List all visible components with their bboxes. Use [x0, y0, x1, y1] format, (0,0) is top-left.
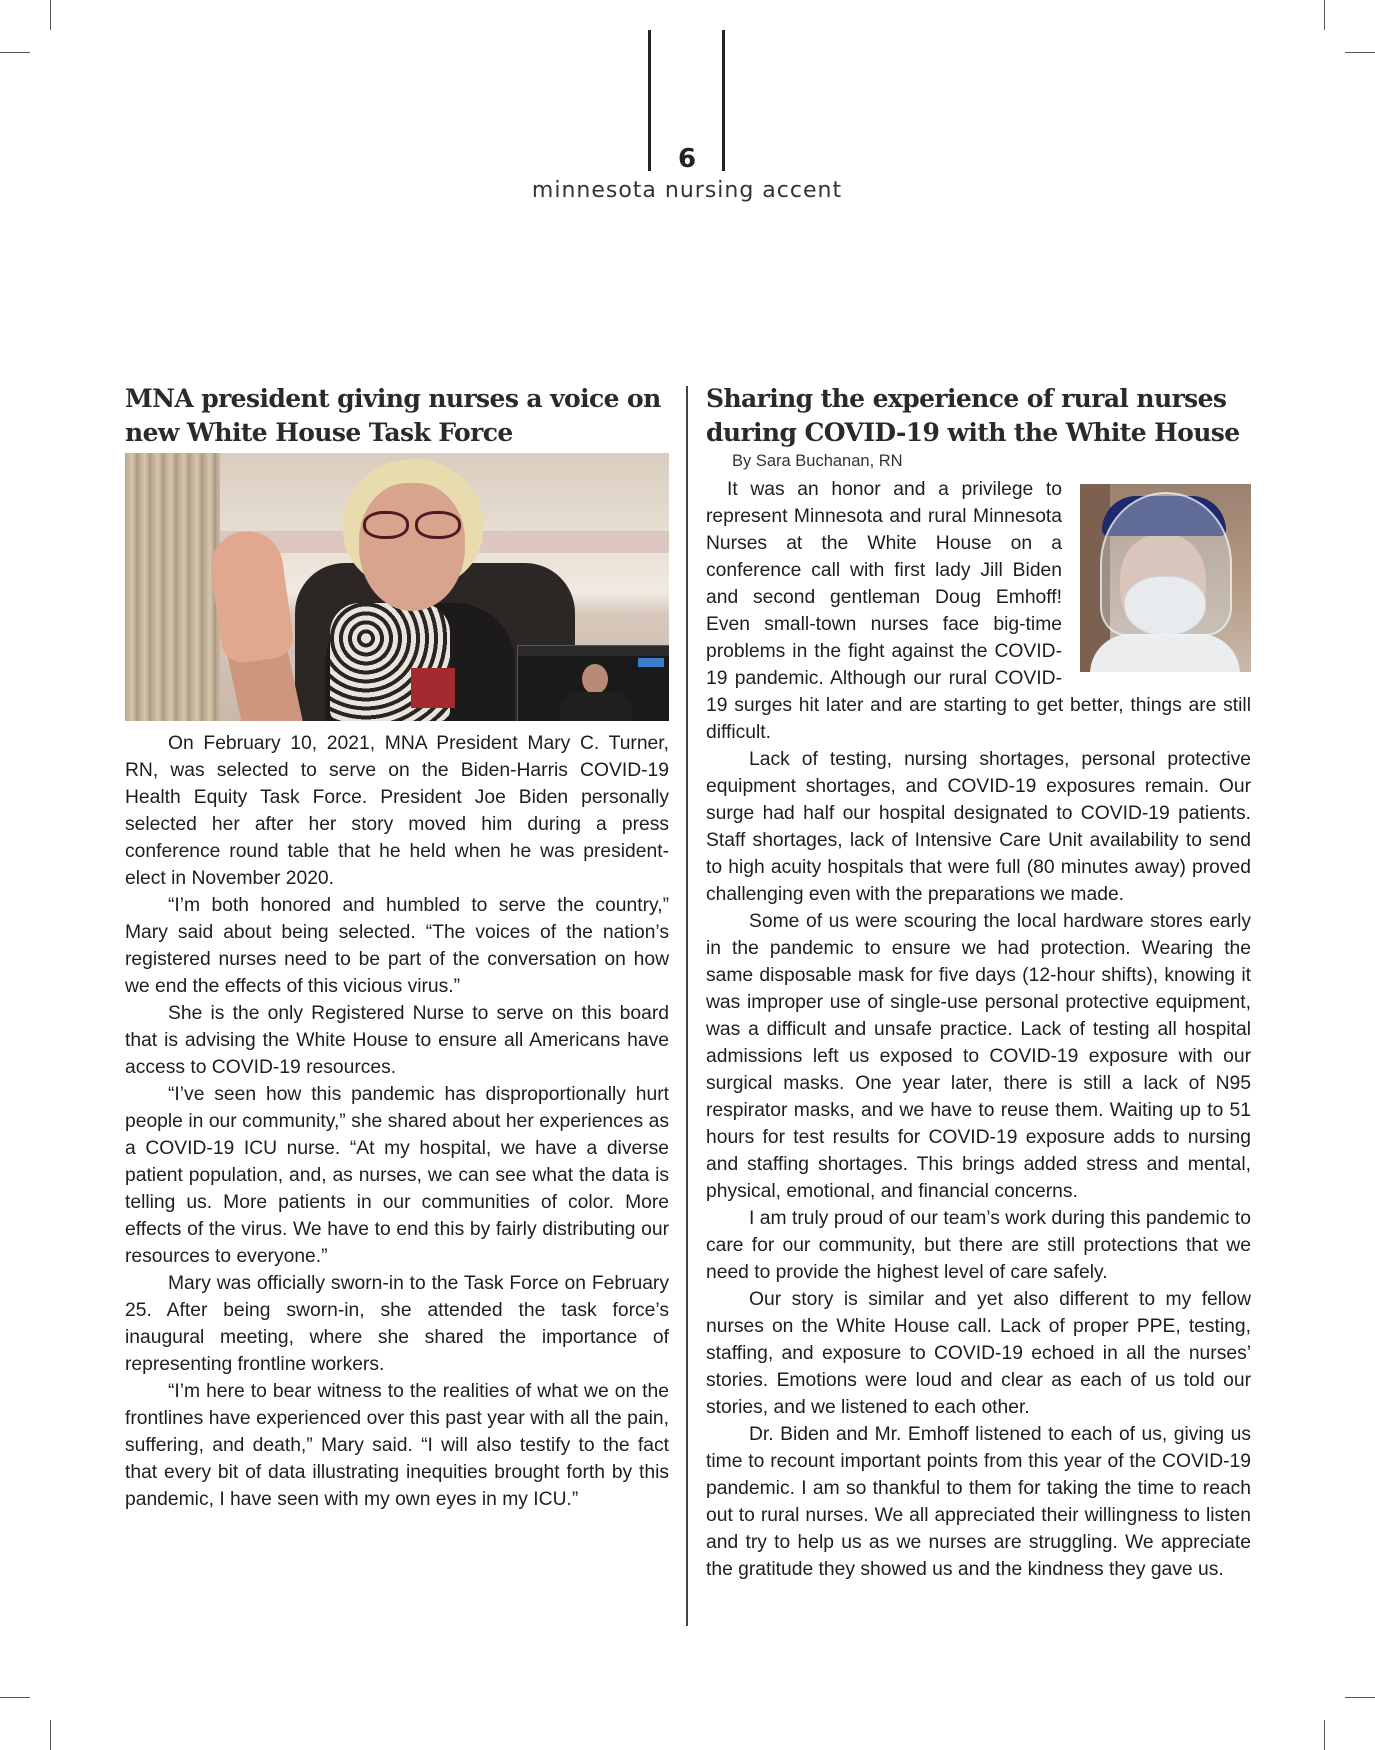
right-article [706, 382, 1251, 1583]
paragraph: Mary was officially sworn-in to the Task Force on February 25. After being sworn-in, she attended the task force’s inaugural meeting, where she shared the importance of representing frontline workers. [125, 1273, 669, 1375]
crop-mark [1345, 1697, 1375, 1698]
paragraph: Dr. Biden and Mr. Emhoff listened to each of us, giving us time to recount important points from this year of the COVID-19 pandemic. I am so thankful to them for taking the time to reach out to rural nurses. We all appreciated their willingness to listen and try to help us as we nurses are struggling. We appreciate the gratitude they showed us and the kindness they gave us. [706, 1424, 1251, 1580]
left-article-body [125, 730, 669, 1513]
right-article-body [706, 476, 1251, 1583]
woman-face [359, 483, 465, 611]
left-article-headline: MNA president giving nurses a voice on new White House Task Force [125, 384, 661, 447]
folio-rule-right [722, 30, 725, 171]
crop-mark [0, 52, 30, 53]
crop-mark [50, 0, 51, 30]
paragraph: “I’m both honored and humbled to serve the country,” Mary said about being selected. “The voices of the nation’s registered nurses need to be part of the conversation on how we end the effects of this vicious virus.” [125, 895, 669, 997]
folio-rule-left [648, 30, 651, 171]
closet-door [125, 453, 220, 721]
crop-mark [1324, 0, 1325, 30]
paragraph: I am truly proud of our team’s work during this pandemic to care for our community, but there are still protections that we need to provide the highest level of care safely. [706, 1208, 1251, 1283]
crop-mark [1324, 1720, 1325, 1750]
video-control-icon [638, 658, 664, 667]
paragraph: Our story is similar and yet also different to my fellow nurses on the White House call. Lack of proper PPE, testing, staffing, and exposure to COVID-19 echoed in all the nurses’ stories. Emotions were loud and clear as each of us told our stories, and we listened to each other. [706, 1289, 1251, 1418]
crop-mark [50, 1720, 51, 1750]
publication-name: minnesota nursing accent [531, 178, 843, 203]
paragraph: She is the only Registered Nurse to serve on this board that is advising the White House to ensure all Americans have access to COVID-19 resources. [125, 1003, 669, 1078]
left-article [125, 382, 669, 1513]
paragraph: On February 10, 2021, MNA President Mary C. Turner, RN, was selected to serve on the Biden-Harris COVID-19 Health Equity Task Force. President Joe Biden personally selected her after her story moved him during a press conference round table that he held when he was president-elect in November 2020. [125, 733, 669, 889]
glasses [363, 511, 461, 535]
paragraph: Lack of testing, nursing shortages, personal protective equipment shortages, and COVID-19 exposures remain. Our surge had half our hospital designated to COVID-19 patients. Staff shortages, lack of Intensive Care Unit availability to send to high acuity hospitals that were full (80 minutes away) proved challenging even with the preparations we made. [706, 749, 1251, 905]
paragraph: Some of us were scouring the local hardware stores early in the pandemic to ensure we had protection. Wearing the same disposable mask for five days (12-hour shifts), knowing it was improper use of single-use personal protective equipment, was a difficult and unsafe practice. Lack of testing all hospital admissions left us exposed to COVID-19 exposure with our surgical masks. One year later, there is still a lack of N95 respirator masks, and we have to reuse them. Waiting up to 51 hours for test results for COVID-19 exposure adds to nursing and staffing shortages. This brings added stress and mental, physical, emotional, and financial concerns. [706, 911, 1251, 1202]
paragraph: “I’ve seen how this pandemic has disproportionally hurt people in our community,” she shared about her experiences as a COVID-19 ICU nurse. “At my hospital, we have a diverse patient population, and, as nurses, we can see what the data is telling us. More patients in our communities of color. More effects of the virus. We have to end this by fairly distributing our resources to everyone.” [125, 1084, 669, 1267]
crop-mark [0, 1697, 30, 1698]
column-divider [686, 386, 688, 1626]
byline: By Sara Buchanan, RN [732, 452, 903, 470]
page-number: 6 [677, 144, 697, 174]
crop-mark [1345, 52, 1375, 53]
nurse-ppe-photo [1080, 484, 1251, 672]
face-shield [1100, 492, 1232, 636]
video-thumbnail [517, 645, 669, 721]
paragraph: It was an honor and a privilege to represent Minnesota and rural Minnesota Nurses at the White House on a conference call with first lady Jill Biden and second gentleman Doug Emhoff! Even small-town nurses face big-time problems in the fight against the COVID-19 pandemic. Although our rural COVID-19 surges hit later and are starting to get better, things are still difficult. [706, 479, 1251, 743]
paragraph: “I’m here to bear witness to the realities of what we on the frontlines have experienced over this past year with all the pain, suffering, and death,” Mary said. “I will also testify to the fact that every bit of data illustrating inequities brought forth by this pandemic, I have seen with my own eyes in my ICU.” [125, 1381, 669, 1510]
right-article-headline: Sharing the experience of rural nurses during COVID-19 with the White House [706, 384, 1240, 447]
zoom-call-photo [125, 453, 669, 721]
